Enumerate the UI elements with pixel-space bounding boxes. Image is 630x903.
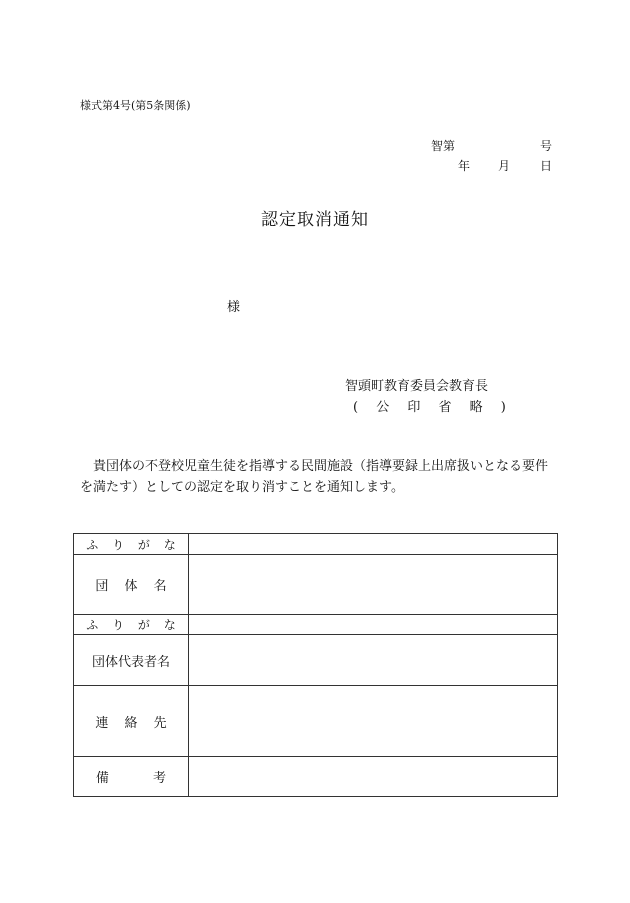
date-day: 日: [540, 159, 553, 173]
remarks-value: [189, 757, 558, 797]
reference-number-suffix: 号: [540, 139, 553, 153]
date-month: 月: [498, 159, 511, 173]
representative-furigana-label: ふ り が な: [74, 615, 189, 635]
document-title: 認定取消通知: [261, 210, 369, 230]
representative-name-value: [189, 635, 558, 686]
representative-name-label: 団体代表者名: [74, 635, 189, 686]
addressee-honorific: 様: [227, 300, 241, 315]
table-row: [74, 686, 558, 757]
contact-label: 連 絡 先: [74, 686, 189, 757]
representative-furigana-value: [189, 615, 558, 635]
table-row: [74, 615, 558, 635]
organization-name-value: [189, 555, 558, 615]
notice-body: 貴団体の不登校児童生徒を指導する民間施設（指導要録上出席扱いとなる要件を満たす）としての認定を取り消すことを通知します。: [80, 459, 549, 495]
table-row: [74, 555, 558, 615]
table-row: [74, 635, 558, 686]
furigana-label: ふ り が な: [74, 534, 189, 555]
date-year: 年: [458, 159, 471, 173]
reference-number-prefix: 智第: [431, 139, 456, 153]
issuer-name: 智頭町教育委員会教育長: [345, 379, 489, 394]
table-row: [74, 534, 558, 555]
seal-omitted-note: ( 公 印 省 略 ): [353, 400, 506, 415]
organization-name-label: 団 体 名: [74, 555, 189, 615]
contact-value: [189, 686, 558, 757]
form-number: 様式第4号(第5条関係): [80, 99, 191, 112]
organization-info-table: [73, 533, 558, 797]
remarks-label: 備 考: [74, 757, 189, 797]
furigana-value: [189, 534, 558, 555]
table-row: [74, 757, 558, 797]
